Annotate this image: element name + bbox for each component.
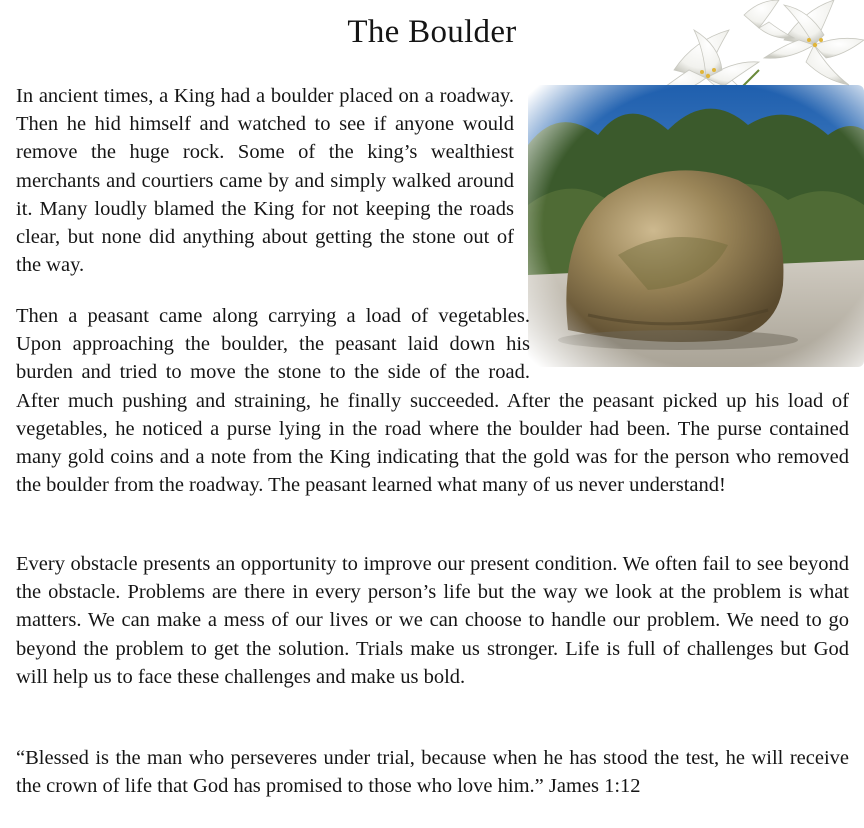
- page-title: The Boulder: [347, 14, 517, 50]
- paragraph-story-intro: In ancient times, a King had a boulder placed on a roadway. Then he hid himself and watched to see if anyone would remove the huge rock. Some of the king’s wealthiest merchants and courtiers came by and simply walked around it. Many loudly blamed the King for not keeping the roads clear, but none did anything about getting the stone out of the way.: [16, 85, 514, 277]
- paragraph-peasant: Then a peasant came along carrying a load of vegetables. Upon approaching the boulder, the peasant laid down his burden and tried to move the stone to the side of the road. After much pushing and straining, he finally succeeded. After the peasant picked up his load of vegetables, he noticed a purse lying in the road where the boulder had been. The purse contained many gold coins and a note from the King indicating that the gold was for the person who removed the boulder from the roadway. The peasant learned what many of us never understand!: [16, 305, 849, 497]
- paragraph-lesson: Every obstacle presents an opportunity to improve our present condition. We often fail to see beyond the obstacle. Problems are there in every person’s life but the way we look at the problem is what matters. We can make a mess of our lives or we can choose to handle our problem. We need to go beyond the problem to get the solution. Trials make us stronger. Life is full of challenges but God will help us to face these challenges and make us bold.: [16, 553, 849, 688]
- paragraph-quote: “Blessed is the man who perseveres under trial, because when he has stood the test, he will receive the crown of life that God has promised to those who love him.” James 1:12: [16, 747, 849, 798]
- image-float-spacer: [530, 302, 849, 386]
- paragraph-peasant-wrap: [16, 302, 849, 499]
